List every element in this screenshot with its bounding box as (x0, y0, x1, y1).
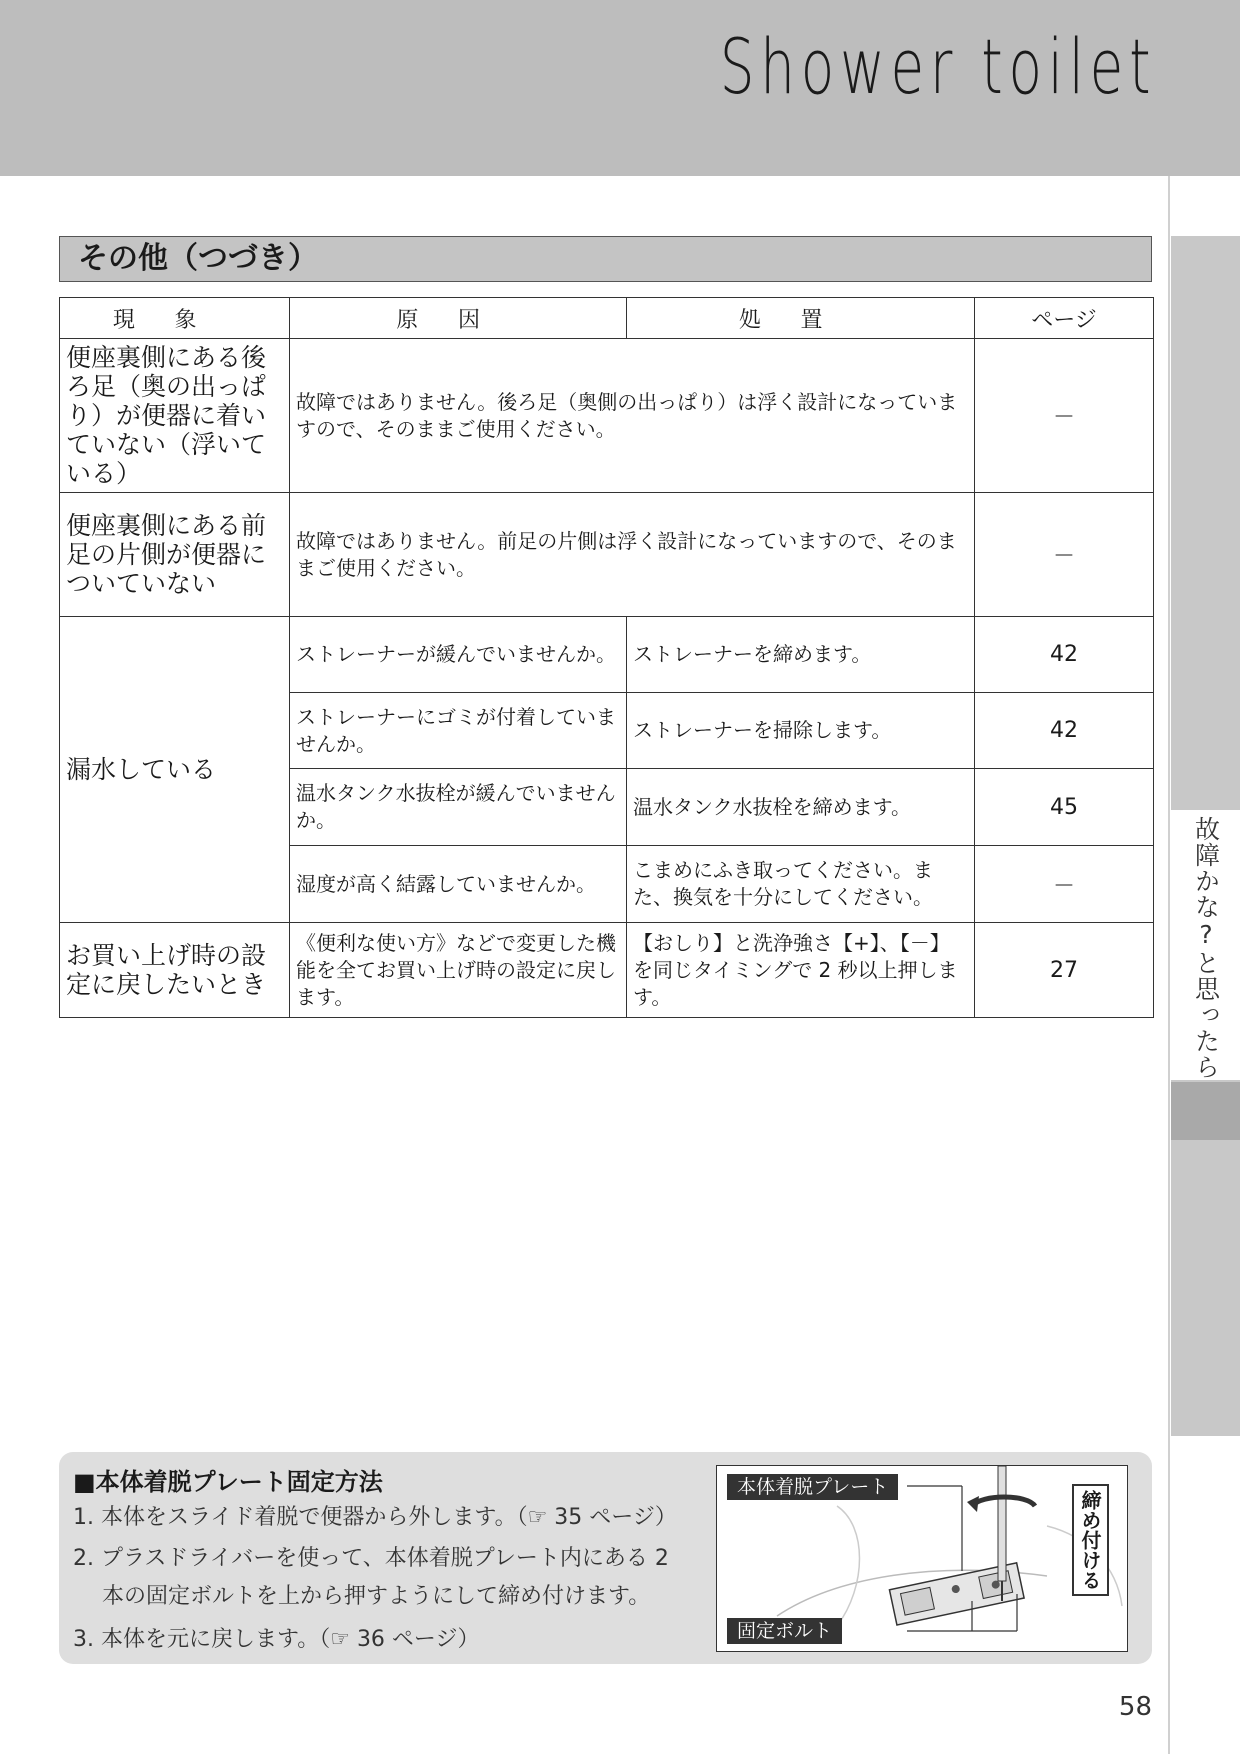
troubleshooting-table (59, 297, 1154, 1018)
plate-fix-title: ■本体着脱プレート固定方法 (73, 1468, 383, 1496)
note-cell: 故障ではありません。後ろ足（奥側の出っぱり）は浮く設計になっていますので、そのままご使用ください。 (290, 339, 975, 493)
table-header-row (60, 298, 1154, 339)
side-index-label: 故障かな?と思ったら (1171, 810, 1240, 1080)
tighten-label: 締め付ける (1072, 1484, 1109, 1596)
plate-fix-step: 3. 本体を元に戻します。（☞ 36 ページ） (73, 1627, 480, 1652)
plate-fix-step: 2. プラスドライバーを使って、本体着脱プレート内にある 2 (73, 1546, 669, 1571)
symptom-cell: 便座裏側にある後ろ足（奥の出っぱり）が便器に着いていない（浮いている） (60, 339, 290, 493)
page-number: 58 (1118, 1692, 1152, 1722)
remedy-cell: 温水タンク水抜栓を締めます。 (627, 769, 975, 846)
page-cell: 45 (975, 769, 1154, 846)
page-cell: 42 (975, 693, 1154, 769)
section-title: その他（つづき） (59, 236, 1152, 282)
cause-cell: 《便利な使い方》などで変更した機能を全てお買い上げ時の設定に戻します。 (290, 923, 627, 1018)
plate-fix-step: 本の固定ボルトを上から押すようにして締め付けます。 (102, 1584, 651, 1609)
remedy-cell: ストレーナーを掃除します。 (627, 693, 975, 769)
cause-cell: ストレーナーが緩んでいませんか。 (290, 617, 627, 693)
table-row (60, 339, 1154, 493)
header-cause: 原因 (290, 298, 627, 339)
remedy-cell: こまめにふき取ってください。また、換気を十分にしてください。 (627, 846, 975, 923)
symptom-cell: 漏水している (60, 617, 290, 923)
symptom-cell: 便座裏側にある前足の片側が便器についていない (60, 493, 290, 617)
header-symptom: 現象 (60, 298, 290, 339)
header-remedy: 処置 (627, 298, 975, 339)
plate-fix-illustration (716, 1465, 1128, 1652)
side-divider (1168, 176, 1170, 1754)
plate-label: 本体着脱プレート (727, 1474, 898, 1500)
remedy-cell: 【おしり】と洗浄強さ【+】、【－】を同じタイミングで 2 秒以上押します。 (627, 923, 975, 1018)
page-cell: 27 (975, 923, 1154, 1018)
table-row (60, 923, 1154, 1018)
plate-fix-step: 1. 本体をスライド着脱で便器から外します。（☞ 35 ページ） (73, 1505, 677, 1530)
table-row (60, 617, 1154, 693)
bolt-label: 固定ボルト (727, 1618, 842, 1644)
brand-logo: Shower toilet (719, 22, 1156, 111)
cause-cell: 湿度が高く結露していませんか。 (290, 846, 627, 923)
page-cell: － (975, 493, 1154, 617)
note-cell: 故障ではありません。前足の片側は浮く設計になっていますので、そのままご使用ください。 (290, 493, 975, 617)
page-cell: 42 (975, 617, 1154, 693)
header-page: ページ (975, 298, 1154, 339)
page-cell: － (975, 339, 1154, 493)
table-row (60, 493, 1154, 617)
page-cell: － (975, 846, 1154, 923)
cause-cell: ストレーナーにゴミが付着していませんか。 (290, 693, 627, 769)
remedy-cell: ストレーナーを締めます。 (627, 617, 975, 693)
side-index-marker (1171, 1082, 1240, 1140)
cause-cell: 温水タンク水抜栓が緩んでいませんか。 (290, 769, 627, 846)
symptom-cell: お買い上げ時の設定に戻したいとき (60, 923, 290, 1018)
